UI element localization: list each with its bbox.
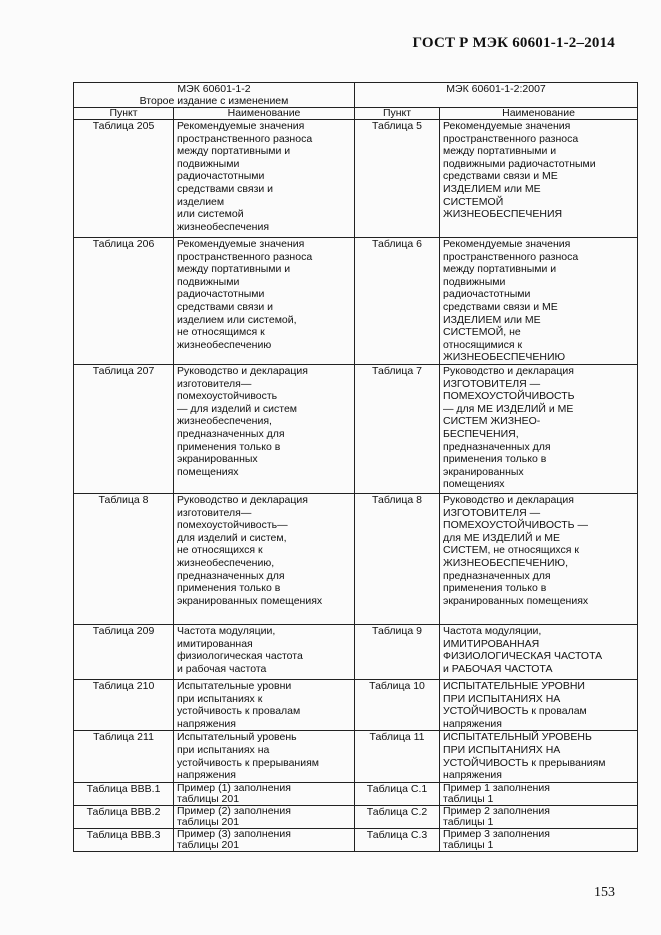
name-line: изготовителя— [177, 506, 252, 519]
name-line: для изделий и систем, [177, 531, 287, 544]
left-col-point-header: Пункт [74, 108, 174, 120]
right-standard-title: МЭК 60601-1-2:2007 [355, 83, 638, 108]
name-line: устойчивость к прерываниям [177, 756, 319, 769]
name-line: БЕСПЕЧЕНИЯ, [443, 427, 519, 440]
right-name-cell [440, 120, 638, 238]
name-line: ЖИЗНЕОБЕСПЕЧЕНИЮ [443, 351, 566, 364]
left-name-cell [174, 828, 355, 851]
left-name-cell [174, 120, 355, 238]
name-line: изделием или системой, [177, 313, 297, 326]
name-line: радиочастотными [177, 170, 265, 183]
name-line: Рекомендуемые значения [177, 238, 305, 250]
left-point-cell: Таблица 206 [74, 238, 174, 365]
right-name-cell [440, 238, 638, 365]
table-row [74, 782, 638, 805]
name-line: между портативными и [443, 263, 557, 276]
name-line: помещениях [443, 478, 505, 491]
name-line: подвижными радиочастотными [443, 157, 596, 170]
name-line: для МЕ ИЗДЕЛИЙ и МЕ [443, 531, 560, 544]
name-line: Частота модуляции, [177, 624, 276, 637]
right-point-cell: Таблица С.2 [355, 805, 440, 828]
name-line: УСТОЙЧИВОСТЬ к прерываниям [443, 756, 606, 769]
name-line: имитированная [177, 637, 253, 650]
name-line: между портативными и [177, 145, 291, 158]
name-line: ИЗГОТОВИТЕЛЯ — [443, 506, 541, 519]
name-line: ИЗДЕЛИЕМ или МЕ [443, 182, 541, 195]
name-line: напряжения [177, 769, 236, 782]
name-line: СИСТЕМ ЖИЗНЕО- [443, 415, 541, 428]
left-point-cell: Таблица 8 [74, 493, 174, 624]
right-point-cell: Таблица С.3 [355, 828, 440, 851]
name-line: напряжения [177, 717, 236, 730]
name-line: физиологическая частота [177, 650, 303, 663]
table-row [74, 624, 638, 679]
left-point-cell: Таблица ВВВ.3 [74, 828, 174, 851]
name-line: помещениях [177, 465, 239, 478]
name-line: между портативными и [443, 145, 557, 158]
name-line: ЖИЗНЕОБЕСПЕЧЕНИЮ, [443, 556, 569, 569]
name-line: Пример (3) заполнения [177, 828, 291, 840]
name-line: средствами связи и [177, 182, 274, 195]
name-line: применения только в [443, 453, 547, 466]
name-line: помехоустойчивость [177, 390, 278, 403]
right-col-point-header: Пункт [355, 108, 440, 120]
left-name-cell [174, 364, 355, 493]
table-row [74, 238, 638, 365]
right-name-cell [440, 731, 638, 782]
left-point-cell: Таблица 205 [74, 120, 174, 238]
name-line: при испытаниях к [177, 692, 263, 705]
name-line: экранированных [443, 465, 524, 478]
name-line: Пример (1) заполнения [177, 782, 291, 794]
right-point-cell: Таблица 9 [355, 624, 440, 679]
left-point-cell: Таблица ВВВ.1 [74, 782, 174, 805]
left-point-cell: Таблица ВВВ.2 [74, 805, 174, 828]
name-line: жизнеобеспечения [177, 220, 270, 233]
table-row [74, 493, 638, 624]
name-line: СИСТЕМОЙ, не [443, 326, 521, 339]
page-number: 153 [594, 885, 615, 900]
name-line: — для МЕ ИЗДЕЛИЙ и МЕ [443, 402, 574, 415]
left-col-name-header: Наименование [174, 108, 355, 120]
name-line: таблицы 201 [177, 838, 240, 851]
right-name-cell [440, 624, 638, 679]
table-row [74, 828, 638, 851]
name-line: экранированных помещениях [177, 594, 323, 607]
right-col-name-header: Наименование [440, 108, 638, 120]
name-line: радиочастотными [443, 288, 531, 301]
left-point-cell: Таблица 211 [74, 731, 174, 782]
name-line: Руководство и декларация [177, 364, 308, 377]
name-line: Испытательные уровни [177, 679, 292, 692]
name-line: таблицы 1 [443, 815, 494, 828]
name-line: или системой [177, 208, 244, 221]
name-line: ИСПЫТАТЕЛЬНЫЙ УРОВЕНЬ [443, 731, 592, 744]
left-name-cell [174, 238, 355, 365]
name-line: Пример 3 заполнения [443, 828, 550, 840]
table-row [74, 805, 638, 828]
name-line: предназначенных для [443, 569, 551, 582]
name-line: ПРИ ИСПЫТАНИЯХ НА [443, 743, 561, 756]
name-line: Рекомендуемые значения [177, 120, 305, 132]
name-line: пространственного разноса [177, 250, 313, 263]
left-name-cell [174, 782, 355, 805]
name-line: ИСПЫТАТЕЛЬНЫЕ УРОВНИ [443, 679, 585, 692]
name-line: не относящимся к [177, 326, 265, 339]
name-line: при испытаниях на [177, 743, 270, 756]
right-name-cell [440, 364, 638, 493]
name-line: Руководство и декларация [177, 493, 308, 506]
name-line: ФИЗИОЛОГИЧЕСКАЯ ЧАСТОТА [443, 650, 603, 663]
name-line: Пример (2) заполнения [177, 805, 291, 817]
name-line: и РАБОЧАЯ ЧАСТОТА [443, 662, 553, 675]
left-name-cell [174, 731, 355, 782]
name-line: ПОМЕХОУСТОЙЧИВОСТЬ — [443, 519, 588, 532]
name-line: устойчивость к провалам [177, 705, 301, 718]
name-line: средствами связи и МЕ [443, 300, 558, 313]
table-row [74, 120, 638, 238]
name-line: подвижными [177, 275, 240, 288]
name-line: ЖИЗНЕОБЕСПЕЧЕНИЯ [443, 208, 563, 221]
right-point-cell: Таблица 5 [355, 120, 440, 238]
name-line: средствами связи и МЕ [443, 170, 558, 183]
name-line: относящимися к [443, 338, 523, 351]
table-row [74, 364, 638, 493]
name-line: пространственного разноса [177, 132, 313, 145]
left-point-cell: Таблица 207 [74, 364, 174, 493]
right-name-cell [440, 828, 638, 851]
name-line: не относящихся к [177, 544, 263, 557]
left-name-cell [174, 679, 355, 730]
name-line: подвижными [177, 157, 240, 170]
name-line: Пример 1 заполнения [443, 782, 550, 794]
name-line: напряжения [443, 769, 502, 782]
left-name-cell [174, 624, 355, 679]
left-point-cell: Таблица 210 [74, 679, 174, 730]
name-line: и рабочая частота [177, 662, 267, 675]
name-line: между портативными и [177, 263, 291, 276]
name-line: таблицы 201 [177, 792, 240, 805]
name-line: ПОМЕХОУСТОЙЧИВОСТЬ [443, 390, 575, 403]
name-line: ПРИ ИСПЫТАНИЯХ НА [443, 692, 561, 705]
name-line: применения только в [443, 582, 547, 595]
name-line: предназначенных для [177, 427, 285, 440]
right-point-cell: Таблица 6 [355, 238, 440, 365]
right-name-cell [440, 805, 638, 828]
name-line: ИМИТИРОВАННАЯ [443, 637, 540, 650]
table-row [74, 731, 638, 782]
name-line: жизнеобеспечения, [177, 415, 272, 428]
name-line: пространственного разноса [443, 132, 579, 145]
name-line: жизнеобеспечению [177, 338, 272, 351]
right-point-cell: Таблица 7 [355, 364, 440, 493]
name-line: СИСТЕМ, не относящихся к [443, 544, 580, 557]
name-line: СИСТЕМОЙ [443, 195, 504, 208]
right-point-cell: Таблица 8 [355, 493, 440, 624]
name-line: радиочастотными [177, 288, 265, 301]
name-line: подвижными [443, 275, 506, 288]
left-name-cell [174, 493, 355, 624]
left-standard-title [74, 83, 355, 108]
name-line: Пример 2 заполнения [443, 805, 550, 817]
name-line: таблицы 201 [177, 815, 240, 828]
name-line: Рекомендуемые значения [443, 120, 571, 132]
name-line: ИЗДЕЛИЕМ или МЕ [443, 313, 541, 326]
name-line: Руководство и декларация [443, 364, 574, 377]
name-line: ИЗГОТОВИТЕЛЯ — [443, 377, 541, 390]
left-standard-name: МЭК 60601-1-2 [177, 83, 251, 95]
right-name-cell [440, 782, 638, 805]
name-line: предназначенных для [177, 569, 285, 582]
name-line: Рекомендуемые значения [443, 238, 571, 250]
right-point-cell: Таблица 10 [355, 679, 440, 730]
name-line: изделием [177, 195, 225, 208]
name-line: Руководство и декларация [443, 493, 574, 506]
name-line: напряжения [443, 717, 502, 730]
name-line: таблицы 1 [443, 838, 494, 851]
name-line: средствами связи и [177, 300, 274, 313]
name-line: Испытательный уровень [177, 731, 297, 744]
right-point-cell: Таблица С.1 [355, 782, 440, 805]
table-row [74, 679, 638, 730]
name-line: — для изделий и систем [177, 402, 298, 415]
name-line: таблицы 1 [443, 792, 494, 805]
name-line: УСТОЙЧИВОСТЬ к провалам [443, 705, 587, 718]
left-name-cell [174, 805, 355, 828]
name-line: экранированных [177, 453, 258, 466]
name-line: Частота модуляции, [443, 624, 542, 637]
name-line: предназначенных для [443, 440, 551, 453]
left-standard-edition: Второе издание с изменением [139, 95, 289, 107]
name-line: экранированных помещениях [443, 594, 589, 607]
name-line: изготовителя— [177, 377, 252, 390]
right-name-cell [440, 679, 638, 730]
name-line: применения только в [177, 582, 281, 595]
name-line: жизнеобеспечению, [177, 556, 275, 569]
name-line: помехоустойчивость— [177, 519, 288, 532]
comparison-table [73, 82, 638, 852]
name-line: применения только в [177, 440, 281, 453]
name-line: пространственного разноса [443, 250, 579, 263]
page-header: ГОСТ Р МЭК 60601-1-2–2014 [412, 35, 615, 51]
right-point-cell: Таблица 11 [355, 731, 440, 782]
right-name-cell [440, 493, 638, 624]
left-point-cell: Таблица 209 [74, 624, 174, 679]
